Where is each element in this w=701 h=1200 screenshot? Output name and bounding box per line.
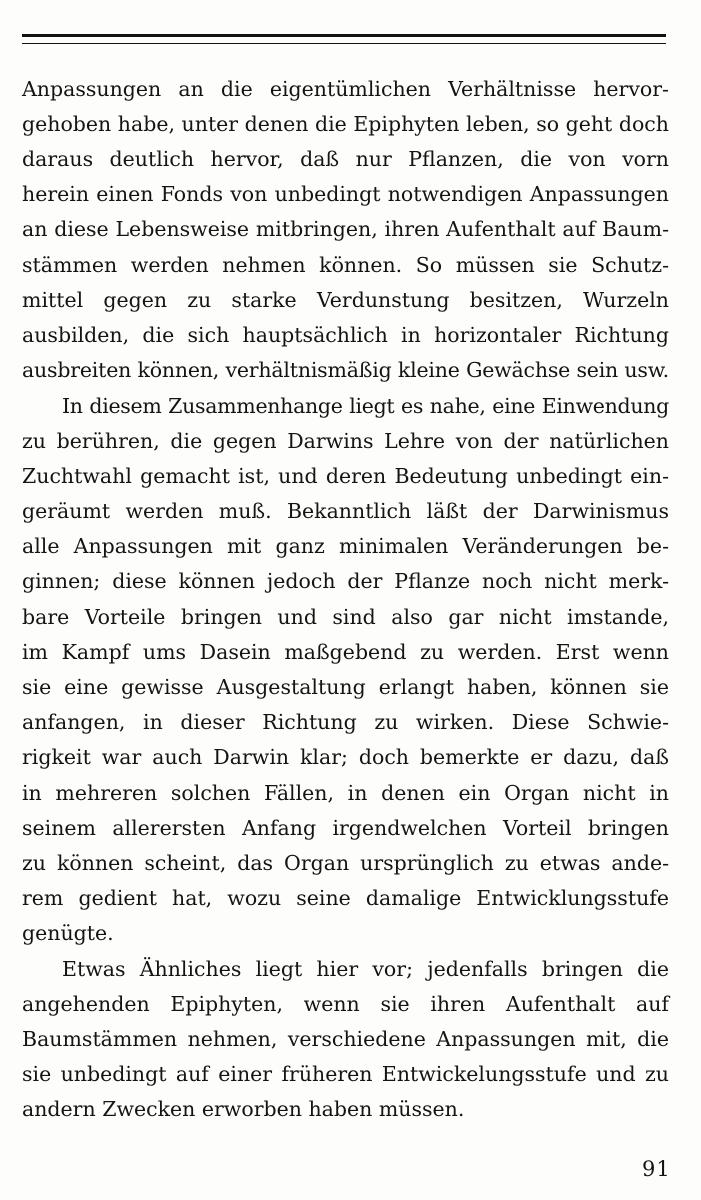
text-line: sie unbedingt auf einer früheren Entwickelungsstufe und zu xyxy=(22,1062,669,1086)
text-line: Zuchtwahl gemacht ist, und deren Bedeutung unbedingt ein- xyxy=(22,464,669,488)
text-line: Anpassungen an die eigentümlichen Verhältnisse hervor- xyxy=(22,77,669,101)
text-line: an diese Lebensweise mitbringen, ihren Aufenthalt auf Baum- xyxy=(22,217,669,241)
text-line: herein einen Fonds von unbedingt notwendigen Anpassungen xyxy=(22,182,669,206)
text-line: angehenden Epiphyten, wenn sie ihren Aufenthalt auf xyxy=(22,992,669,1016)
text-line: stämmen werden nehmen können. So müssen sie Schutz- xyxy=(22,253,669,277)
text-line: rem gedient hat, wozu seine damalige Entwicklungsstufe xyxy=(22,886,669,910)
text-line: Etwas Ähnliches liegt hier vor; jedenfalls bringen die xyxy=(62,957,669,981)
page-number: 91 xyxy=(642,1157,671,1181)
text-line: geräumt werden muß. Bekanntlich läßt der Darwinismus xyxy=(22,499,669,523)
text-line: daraus deutlich hervor, daß nur Pflanzen, die von vorn xyxy=(22,147,669,171)
text-line: seinem allerersten Anfang irgendwelchen Vorteil bringen xyxy=(22,816,669,840)
header-rule-thick xyxy=(22,34,666,37)
text-line: gehoben habe, unter denen die Epiphyten leben, so geht doch xyxy=(22,112,669,136)
text-line: zu können scheint, das Organ ursprünglich zu etwas ande- xyxy=(22,851,669,875)
text-line: in mehreren solchen Fällen, in denen ein Organ nicht in xyxy=(22,781,669,805)
text-line: zu berühren, die gegen Darwins Lehre von der natürlichen xyxy=(22,429,669,453)
text-line: andern Zwecken erworben haben müssen. xyxy=(22,1097,465,1121)
text-line: ausbreiten können, verhältnismäßig kleine Gewächse sein usw. xyxy=(22,358,669,382)
text-line: mittel gegen zu starke Verdunstung besitzen, Wurzeln xyxy=(22,288,669,312)
text-line: anfangen, in dieser Richtung zu wirken. Diese Schwie- xyxy=(22,710,669,734)
text-line: sie eine gewisse Ausgestaltung erlangt haben, können sie xyxy=(22,675,669,699)
text-line: rigkeit war auch Darwin klar; doch bemerkte er dazu, daß xyxy=(22,745,669,769)
text-line: Baumstämmen nehmen, verschiedene Anpassungen mit, die xyxy=(22,1027,669,1051)
header-rule-thin xyxy=(22,43,666,44)
text-line: In diesem Zusammenhange liegt es nahe, eine Einwendung xyxy=(62,394,669,418)
text-line: ausbilden, die sich hauptsächlich in horizontaler Richtung xyxy=(22,323,669,347)
text-line: ginnen; diese können jedoch der Pflanze noch nicht merk- xyxy=(22,569,669,593)
text-line: alle Anpassungen mit ganz minimalen Veränderungen be- xyxy=(22,534,669,558)
text-line: bare Vorteile bringen und sind also gar nicht imstande, xyxy=(22,605,669,629)
text-line: im Kampf ums Dasein maßgebend zu werden. Erst wenn xyxy=(22,640,669,664)
text-line: genügte. xyxy=(22,921,114,945)
